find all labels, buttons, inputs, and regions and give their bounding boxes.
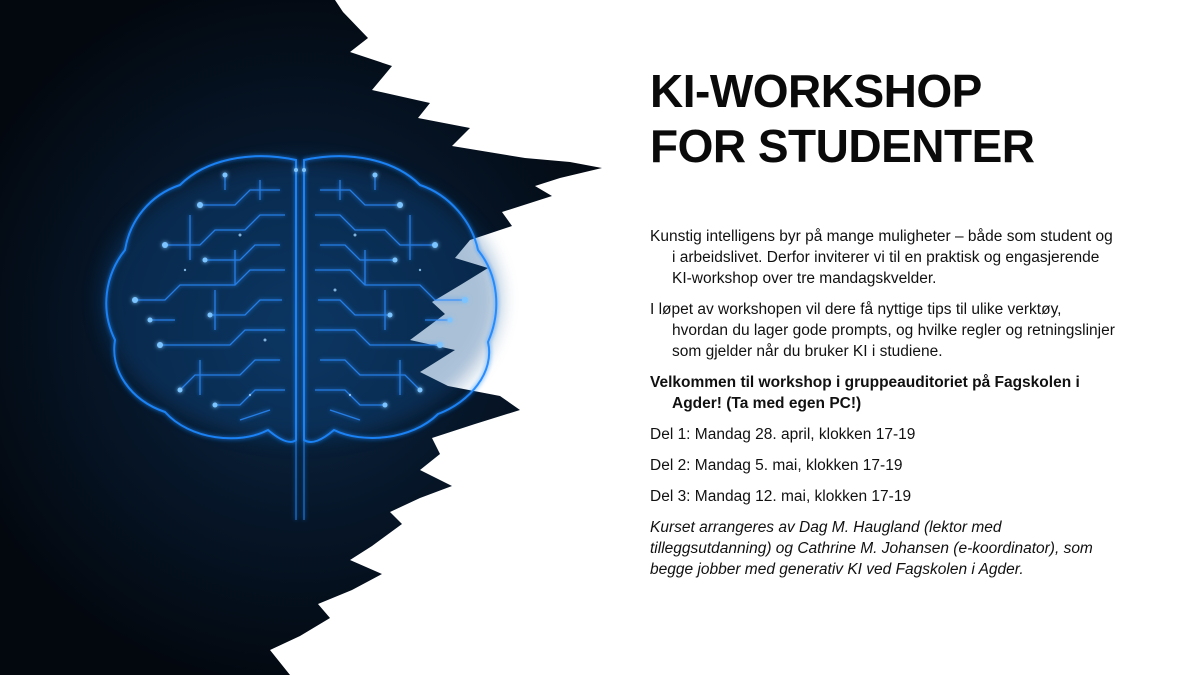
session-1: Del 1: Mandag 28. april, klokken 17-19 (650, 426, 916, 443)
session-3: Del 3: Mandag 12. mai, klokken 17-19 (650, 488, 912, 505)
welcome-paragraph: Velkommen til workshop i gruppeauditoriet på Fagskolen i Agder! (Ta med egen PC!) (650, 374, 1080, 412)
title-line-1: KI-WORKSHOP (650, 65, 982, 117)
title-line-2: FOR STUDENTER (650, 120, 1035, 172)
organizers-note: Kurset arrangeres av Dag M. Haugland (lektor med tilleggsutdanning) og Cathrine M. Johansen (e-koordinator), som begge jobber med generativ KI ved Fagskolen i Agder. (650, 519, 1093, 578)
session-2: Del 2: Mandag 5. mai, klokken 17-19 (650, 457, 903, 474)
details-paragraph: I løpet av workshopen vil dere få nyttige tips til ulike verktøy, hvordan du lager gode prompts, og hvilke regler og retningslinjer som gjelder når du bruker KI i studiene. (650, 301, 1115, 360)
intro-paragraph: Kunstig intelligens byr på mange muligheter – både som student og i arbeidslivet. Derfor inviterer vi til en praktisk og engasjerende KI-workshop over tre mandagskvelder. (650, 228, 1113, 287)
page-title (650, 64, 1120, 174)
text-panel (650, 64, 1120, 590)
